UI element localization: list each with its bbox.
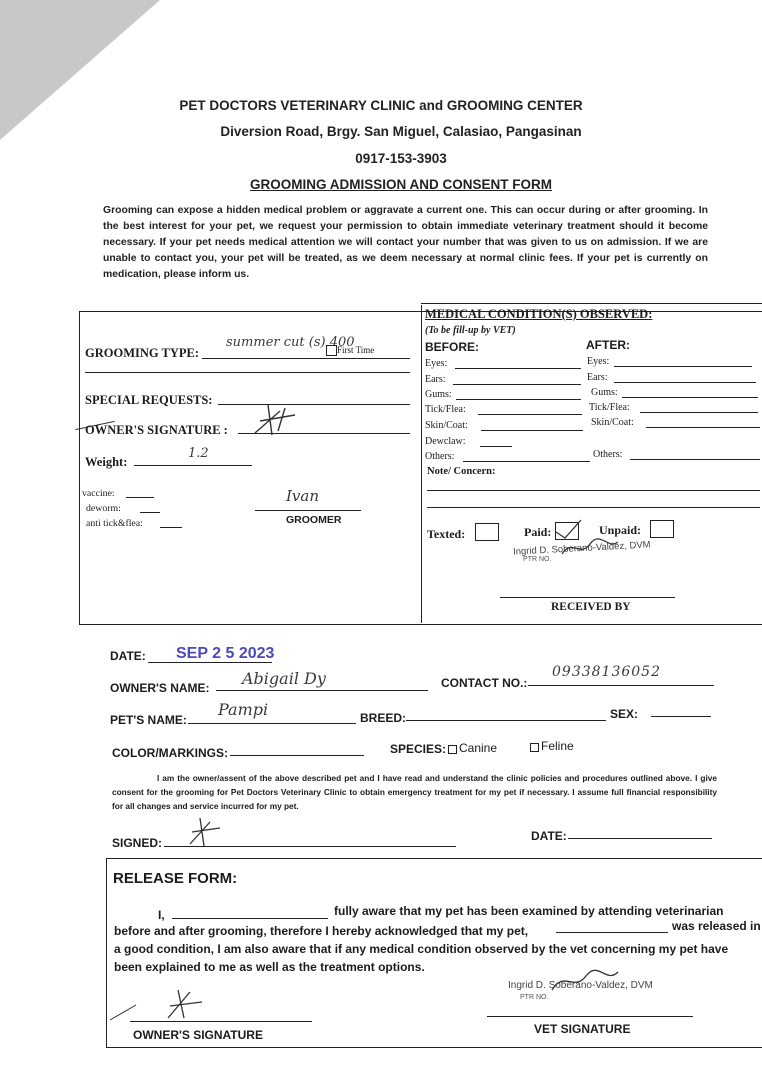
before-eyes-label: Eyes: — [425, 358, 448, 369]
contact-label: CONTACT NO.: — [441, 676, 528, 690]
vet-stamp-2: Ingrid D. Soberano-Valdez, DVM — [508, 980, 653, 991]
vet-signature-scribble-1 — [560, 536, 620, 560]
vet-sig-label: VET SIGNATURE — [534, 1022, 631, 1036]
after-eyes-label: Eyes: — [587, 356, 610, 367]
feline-label: Feline — [541, 739, 574, 753]
owner-name-label: OWNER'S NAME: — [110, 681, 210, 695]
medical-subtitle: (To be fill-up by VET) — [425, 325, 516, 336]
owner-name-line — [216, 690, 428, 691]
release-title: RELEASE FORM: — [113, 870, 238, 887]
texted-label: Texted: — [427, 527, 466, 541]
after-gums-label: Gums: — [591, 387, 618, 398]
groomer-line — [255, 510, 361, 511]
deworm-label: deworm: — [86, 503, 121, 514]
release-text-4: been explained to me as well as the treatment options. — [114, 960, 425, 974]
clinic-phone: 0917-153-3903 — [355, 151, 447, 166]
grooming-extra-line — [85, 372, 410, 373]
release-text-2a: before and after grooming, therefore I hereby acknowledged that my pet, — [114, 924, 529, 938]
section-divider — [421, 305, 422, 623]
after-others-label: Others: — [593, 449, 623, 460]
intro-paragraph: Grooming can expose a hidden medical problem or aggravate a current one. This can occur during or after grooming. In the best interest for your pet, we request your permission to obtain immediate veterinary treatment should it become necessary. If your pet needs medical attention we will contact your number that was given to us on admission. If we are unable to contact you, your pet will be treated, as we deem necessary at normal clinic fees. If your pet is currently on medication, please inform us. — [103, 205, 708, 280]
before-gums-line[interactable] — [456, 399, 581, 400]
note-line-1[interactable] — [427, 490, 760, 491]
date2-label: DATE: — [531, 829, 567, 843]
before-skincoat-line[interactable] — [481, 430, 583, 431]
after-skincoat-label: Skin/Coat: — [591, 417, 634, 428]
unpaid-label: Unpaid: — [599, 523, 642, 537]
grooming-type-label: GROOMING TYPE: — [85, 346, 200, 360]
paid-label: Paid: — [524, 525, 552, 539]
groomer-name: Ivan — [286, 487, 320, 505]
before-tickflea-line[interactable] — [478, 414, 582, 415]
species-label: SPECIES: — [390, 742, 447, 756]
contact-value[interactable]: 09338136052 — [552, 664, 661, 680]
signed-label: SIGNED: — [112, 836, 163, 850]
ptr-label-1: PTR NO. — [523, 556, 552, 563]
release-pet-line[interactable] — [556, 932, 668, 933]
before-dewclaw-label: Dewclaw: — [425, 436, 466, 447]
owner-signature-label: OWNER'S SIGNATURE : — [85, 423, 228, 437]
after-others-line[interactable] — [630, 459, 760, 460]
clinic-name: PET DOCTORS VETERINARY CLINIC and GROOMING CENTER — [179, 98, 583, 113]
grooming-type-line — [202, 358, 410, 359]
medical-top-border — [421, 303, 762, 304]
weight-label: Weight: — [85, 455, 128, 469]
vet-stamp-1: Ingrid D. Soberano-Valdez, DVM — [512, 539, 651, 558]
after-tickflea-label: Tick/Flea: — [589, 402, 630, 413]
received-by-line[interactable] — [500, 597, 675, 598]
form-title: GROOMING ADMISSION AND CONSENT FORM — [250, 177, 552, 192]
first-time-label: First Time — [337, 345, 375, 355]
vaccine-line[interactable] — [126, 497, 154, 498]
color-label: COLOR/MARKINGS: — [112, 746, 228, 760]
feline-checkbox[interactable] — [530, 743, 539, 752]
grooming-type-value[interactable]: summer cut (s) 400 — [226, 335, 355, 350]
breed-label: BREED: — [360, 711, 407, 725]
after-skincoat-line[interactable] — [646, 427, 760, 428]
vet-signature-scribble-2 — [550, 966, 620, 996]
unpaid-checkbox[interactable] — [650, 520, 674, 538]
special-requests-line[interactable] — [218, 404, 410, 405]
vet-sig-line[interactable] — [487, 1016, 693, 1017]
owner-release-sig-line[interactable] — [130, 1021, 312, 1022]
sex-label: SEX: — [610, 707, 639, 721]
before-others-line[interactable] — [463, 461, 590, 462]
after-tickflea-line[interactable] — [640, 412, 758, 413]
canine-label: Canine — [459, 741, 498, 755]
after-eyes-line[interactable] — [614, 366, 752, 367]
special-requests-label: SPECIAL REQUESTS: — [85, 393, 213, 407]
breed-line[interactable] — [406, 720, 606, 721]
canine-checkbox[interactable] — [448, 745, 457, 754]
ptr-label-2: PTR NO. — [520, 994, 549, 1001]
release-text-3: a good condition, I am also aware that if any medical condition observed by the vet concerning my pet have — [114, 942, 729, 956]
note-line-2[interactable] — [427, 507, 760, 508]
after-gums-line[interactable] — [622, 397, 758, 398]
color-line[interactable] — [230, 755, 364, 756]
after-ears-line[interactable] — [614, 382, 756, 383]
pet-name-label: PET'S NAME: — [110, 713, 187, 727]
clinic-address: Diversion Road, Brgy. San Miguel, Calasiao, Pangasinan — [220, 124, 582, 139]
date-label: DATE: — [110, 649, 146, 663]
consent-paragraph: I am the owner/assent of the above described pet and I have read and understand the clinic policies and procedures outlined above. I give consent for the grooming for Pet Doctors Veterinary Clinic to obtain emergency treatment for my pet if necessary. I assume full financial responsibility for all changes and service incurred for my pet. — [112, 773, 717, 811]
pet-name-value[interactable]: Pampi — [218, 700, 269, 719]
date2-line[interactable] — [568, 838, 712, 839]
sex-line[interactable] — [651, 716, 711, 717]
before-dewclaw-line[interactable] — [480, 446, 512, 447]
before-tickflea-label: Tick/Flea: — [425, 404, 466, 415]
vaccine-label: vaccine: — [82, 488, 115, 499]
anti-tick-label: anti tick&flea: — [86, 518, 143, 529]
first-time-checkbox[interactable] — [326, 345, 337, 356]
owner-release-scribble — [164, 988, 208, 1022]
before-ears-label: Ears: — [425, 374, 446, 385]
scan-corner-fold — [0, 0, 160, 140]
anti-tick-line[interactable] — [160, 527, 182, 528]
release-name-line[interactable] — [172, 918, 328, 919]
release-text-2b: was released in — [672, 919, 761, 933]
before-skincoat-label: Skin/Coat: — [425, 420, 468, 431]
medical-title: MEDICAL CONDITION(S) OBSERVED: — [425, 307, 653, 321]
owner-signature-scribble — [250, 403, 310, 439]
before-eyes-line[interactable] — [455, 368, 581, 369]
signed-scribble — [186, 816, 226, 850]
deworm-line[interactable] — [140, 512, 160, 513]
pet-name-line — [188, 723, 356, 724]
texted-checkbox[interactable] — [475, 523, 499, 541]
after-heading: AFTER: — [586, 338, 630, 352]
contact-line — [528, 685, 714, 686]
weight-value[interactable]: 1.2 — [188, 446, 209, 461]
date-stamp[interactable]: SEP 2 5 2023 — [176, 645, 275, 662]
owner-release-sig-label: OWNER'S SIGNATURE — [133, 1028, 263, 1042]
before-ears-line[interactable] — [453, 384, 581, 385]
note-concern-label: Note/ Concern: — [427, 466, 496, 477]
after-ears-label: Ears: — [587, 372, 608, 383]
received-by-label: RECEIVED BY — [551, 601, 631, 613]
before-others-label: Others: — [425, 451, 455, 462]
owner-name-value[interactable]: Abigail Dy — [242, 669, 326, 688]
weight-line — [134, 465, 252, 466]
before-heading: BEFORE: — [425, 340, 479, 354]
before-gums-label: Gums: — [425, 389, 452, 400]
release-i-label: I, — [158, 908, 165, 922]
release-text-1: fully aware that my pet has been examined by attending veterinarian — [334, 904, 724, 918]
groomer-label: GROOMER — [286, 514, 342, 526]
